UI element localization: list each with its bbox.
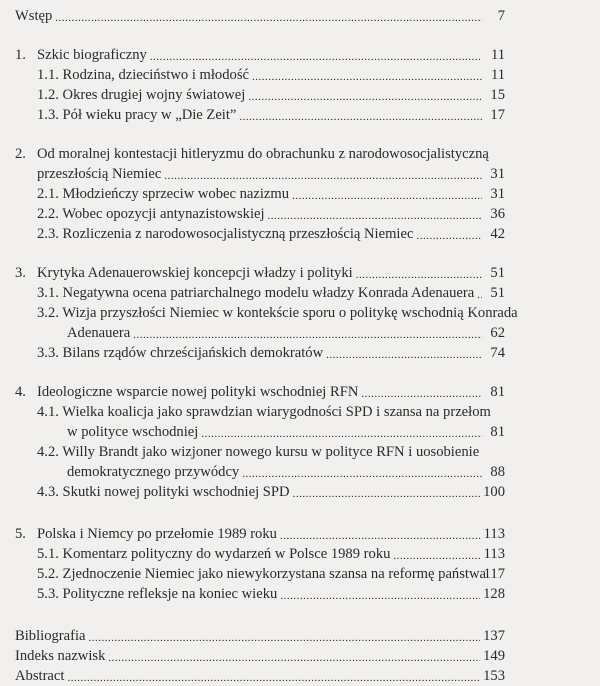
section-title-line1: 4.1. Wielka koalicja jako sprawdzian wiarygodności SPD i szansa na przełom <box>37 404 491 420</box>
toc-chapter-5 <box>15 524 505 544</box>
page-number: 51 <box>490 265 505 281</box>
page-number: 113 <box>483 526 505 542</box>
toc-section-line2 <box>15 323 505 343</box>
dot-leader <box>280 588 480 604</box>
chapter-title: Krytyka Adenauerowskiej koncepcji władzy i polityki <box>37 265 353 281</box>
page-number: 31 <box>490 186 505 202</box>
section-title: 1.3. Pół wieku pracy w „Die Zeit” <box>37 107 237 123</box>
page-number: 15 <box>490 87 505 103</box>
chapter-title: Szkic biograficzny <box>37 47 147 63</box>
dot-leader <box>293 486 481 502</box>
toc-section-line1 <box>15 303 518 323</box>
toc-section-line2 <box>15 422 505 442</box>
chapter-number: 1. <box>15 47 26 63</box>
toc-entry-intro <box>15 6 505 26</box>
page-number: 51 <box>490 285 505 301</box>
toc-section-line2 <box>15 462 505 482</box>
dot-leader <box>67 670 480 686</box>
page-number: 62 <box>490 325 505 341</box>
toc-entry-index <box>15 646 505 666</box>
section-title: 5.3. Polityczne refleksje na koniec wieku <box>37 586 278 602</box>
chapter-number: 4. <box>15 384 26 400</box>
chapter-number: 3. <box>15 265 26 281</box>
dot-leader <box>356 267 482 283</box>
page-number: 36 <box>490 206 505 222</box>
section-title: 2.2. Wobec opozycji antynazistowskiej <box>37 206 265 222</box>
page-number: 31 <box>490 166 505 182</box>
chapter-number: 2. <box>15 146 26 162</box>
toc-chapter-1 <box>15 45 505 65</box>
page-number: 11 <box>490 47 505 63</box>
toc-chapter-4 <box>15 382 505 402</box>
toc-entry-bibliography <box>15 626 505 646</box>
dot-leader <box>201 426 482 442</box>
entry-title: Bibliografia <box>15 628 86 644</box>
toc-section-line1 <box>15 442 505 462</box>
toc-chapter-2-line2 <box>15 164 505 184</box>
chapter-title: Ideologiczne wsparcie nowej polityki wschodniej RFN <box>37 384 359 400</box>
page-number: 137 <box>483 628 505 644</box>
entry-title: Indeks nazwisk <box>15 648 106 664</box>
toc-section <box>15 544 505 564</box>
section-title: 5.1. Komentarz polityczny do wydarzeń w Polsce 1989 roku <box>37 546 391 562</box>
dot-leader <box>89 630 481 646</box>
section-title-line1: 3.2. Wizja przyszłości Niemiec w kontekście sporu o politykę wschodnią Konrada <box>37 305 518 321</box>
page-number: 113 <box>483 546 505 562</box>
chapter-number: 5. <box>15 526 26 542</box>
dot-leader <box>393 548 480 564</box>
page-number: 81 <box>490 424 505 440</box>
dot-leader <box>248 89 482 105</box>
dot-leader <box>252 69 482 85</box>
page-number: 81 <box>490 384 505 400</box>
entry-title: Wstęp <box>15 8 53 24</box>
page-number: 153 <box>483 668 505 684</box>
page-number: 128 <box>483 586 505 602</box>
dot-leader <box>268 208 482 224</box>
chapter-title-line2: przeszłością Niemiec <box>37 166 162 182</box>
toc-section <box>15 224 505 244</box>
page-number: 11 <box>490 67 505 83</box>
dot-leader <box>239 109 482 125</box>
toc-section <box>15 204 505 224</box>
section-title: 5.2. Zjednoczenie Niemiec jako niewykorzystana szansa na reformę państwa <box>37 566 486 582</box>
toc-section <box>15 85 505 105</box>
toc-section <box>15 343 505 363</box>
dot-leader <box>164 168 482 184</box>
dot-leader <box>326 347 482 363</box>
dot-leader <box>361 386 482 402</box>
section-title: 4.3. Skutki nowej polityki wschodniej SPD <box>37 484 290 500</box>
dot-leader <box>150 49 482 65</box>
toc-chapter-3 <box>15 263 505 283</box>
page-number: 7 <box>497 8 505 24</box>
table-of-contents <box>15 6 518 686</box>
toc-section <box>15 105 505 125</box>
page-number: 17 <box>490 107 505 123</box>
section-title: 2.3. Rozliczenia z narodowosocjalistyczną przeszłością Niemiec <box>37 226 414 242</box>
chapter-title: Polska i Niemcy po przełomie 1989 roku <box>37 526 277 542</box>
toc-section <box>15 482 505 502</box>
toc-chapter-2-line1 <box>15 144 505 164</box>
section-title-line2: w polityce wschodniej <box>67 424 199 440</box>
toc-section <box>15 184 505 204</box>
dot-leader <box>55 10 482 26</box>
page-number: 100 <box>483 484 505 500</box>
chapter-title-line1: Od moralnej kontestacji hitleryzmu do obrachunku z narodowosocjalistyczną <box>37 146 489 162</box>
toc-section <box>15 584 505 604</box>
section-title: 3.3. Bilans rządów chrześcijańskich demokratów <box>37 345 324 361</box>
section-title: 3.1. Negatywna ocena patriarchalnego modelu władzy Konrada Adenauera <box>37 285 475 301</box>
dot-leader <box>280 528 481 544</box>
page-number: 42 <box>490 226 505 242</box>
toc-section <box>15 283 505 303</box>
dot-leader <box>108 650 480 666</box>
section-title: 1.2. Okres drugiej wojny światowej <box>37 87 246 103</box>
dot-leader <box>133 327 482 343</box>
dot-leader <box>477 287 482 303</box>
entry-title: Abstract <box>15 668 65 684</box>
section-title-line2: demokratycznego przywódcy <box>67 464 240 480</box>
section-title: 2.1. Młodzieńczy sprzeciw wobec nazizmu <box>37 186 290 202</box>
page-number: 74 <box>490 345 505 361</box>
toc-entry-abstract <box>15 666 505 686</box>
page-number: 88 <box>490 464 505 480</box>
dot-leader <box>242 466 482 482</box>
section-title: 1.1. Rodzina, dzieciństwo i młodość <box>37 67 249 83</box>
dot-leader <box>292 188 482 204</box>
page-number: 149 <box>483 648 505 664</box>
toc-section <box>15 564 505 584</box>
toc-section-line1 <box>15 402 505 422</box>
section-title-line1: 4.2. Willy Brandt jako wizjoner nowego kursu w polityce RFN i uosobienie <box>37 444 480 460</box>
dot-leader <box>416 228 482 244</box>
section-title-line2: Adenauera <box>67 325 131 341</box>
page-number: 117 <box>483 566 505 582</box>
toc-section <box>15 65 505 85</box>
